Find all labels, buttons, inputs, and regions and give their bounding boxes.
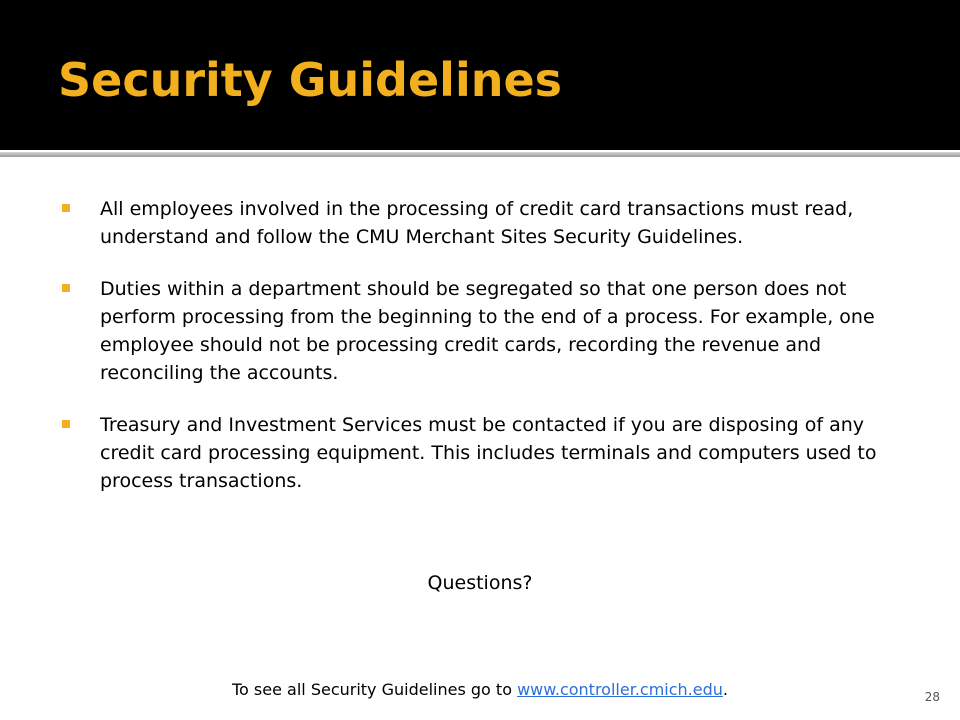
bullet-list xyxy=(62,195,912,519)
bullet-item xyxy=(62,411,912,495)
questions-text: Questions? xyxy=(427,572,533,594)
bullet-item xyxy=(62,275,912,387)
square-bullet-icon xyxy=(62,420,70,428)
title-band xyxy=(0,0,960,150)
square-bullet-icon xyxy=(62,284,70,292)
controller-website-link[interactable]: www.controller.cmich.edu xyxy=(517,680,723,699)
bullet-item xyxy=(62,195,912,251)
footer xyxy=(0,678,960,702)
footer-suffix: . xyxy=(722,680,728,699)
footer-prefix: To see all Security Guidelines go to xyxy=(232,680,518,699)
bullet-text: All employees involved in the processing of credit card transactions must read, understand and follow the CMU Merchant Sites Security Guidelines. xyxy=(100,198,854,248)
title-divider xyxy=(0,152,960,157)
bullet-text: Treasury and Investment Services must be contacted if you are disposing of any credit card processing equipment. This includes terminals and computers used to process transactions. xyxy=(100,414,877,492)
bullet-text: Duties within a department should be segregated so that one person does not perform processing from the beginning to the end of a process. For example, one employee should not be processing credit cards, recording the revenue and reconciling the accounts. xyxy=(100,278,875,384)
page-number: 28 xyxy=(924,690,940,704)
slide-title: Security Guidelines xyxy=(58,53,563,107)
square-bullet-icon xyxy=(62,204,70,212)
